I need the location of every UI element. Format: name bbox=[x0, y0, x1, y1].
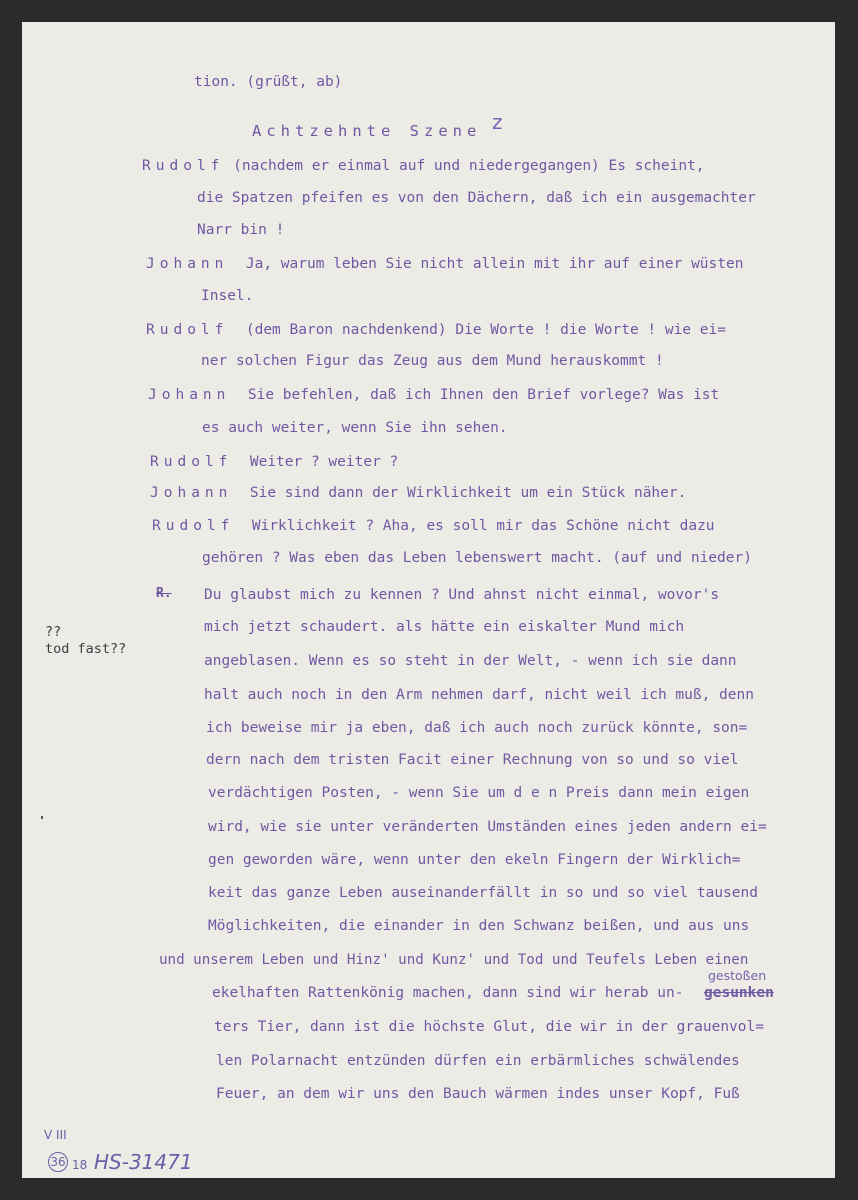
margin-note bbox=[45, 624, 126, 658]
continuation-line: tion. (grüßt, ab) bbox=[194, 74, 343, 90]
speech-line: dern nach dem tristen Facit einer Rechnung von so und so viel bbox=[206, 752, 739, 768]
speech-line: wird, wie sie unter veränderten Umständen eines jeden andern ei= bbox=[208, 819, 767, 835]
scene-title: Achtzehnte Szene bbox=[252, 122, 482, 140]
speech-line: gen geworden wäre, wenn unter den ekeln Fingern der Wirklich= bbox=[208, 852, 741, 868]
archive-signature: HS-31471 bbox=[94, 1150, 193, 1174]
speaker-name: Johann bbox=[148, 387, 231, 403]
speech-line bbox=[150, 453, 398, 471]
speech-text: (dem Baron nachdenkend) Die Worte ! die Worte ! wie ei= bbox=[245, 322, 726, 338]
manuscript-page bbox=[22, 22, 835, 1178]
speaker-name: Rudolf bbox=[150, 454, 233, 470]
inserted-word: gestoßen bbox=[708, 968, 767, 983]
speech-line: es auch weiter, wenn Sie ihn sehen. bbox=[202, 420, 508, 436]
speech-line: Du glaubst mich zu kennen ? Und ahnst nicht einmal, wovor's bbox=[204, 587, 720, 603]
speaker-name: Rudolf bbox=[152, 518, 235, 534]
speech-text: (nachdem er einmal auf und niedergegangen) Es scheint, bbox=[233, 158, 705, 174]
speech-line: ekelhaften Rattenkönig machen, dann sind wir herab un- bbox=[212, 985, 684, 1001]
speech-line bbox=[152, 517, 715, 535]
speaker-name: Rudolf bbox=[142, 158, 225, 174]
speaker-name: Johann bbox=[150, 485, 233, 501]
speech-line bbox=[148, 386, 719, 404]
speech-line: halt auch noch in den Arm nehmen darf, nicht weil ich muß, denn bbox=[204, 687, 754, 703]
speech-line: und unserem Leben und Hinz' und Kunz' und Tod und Teufels Leben einen bbox=[159, 952, 749, 968]
margin-note-line: ?? bbox=[45, 624, 62, 640]
speech-line bbox=[150, 484, 686, 502]
speech-line bbox=[142, 157, 705, 175]
speech-line: mich jetzt schaudert. als hätte ein eiskalter Mund mich bbox=[204, 619, 685, 635]
margin-note-line: tod fast?? bbox=[45, 641, 127, 657]
speech-line: gehören ? Was eben das Leben lebenswert macht. (auf und nieder) bbox=[202, 550, 752, 566]
speech-line: Narr bin ! bbox=[197, 222, 285, 238]
scene-title-correction: z bbox=[492, 110, 503, 134]
struck-speaker-mark: R. bbox=[156, 586, 172, 601]
speech-text: Ja, warum leben Sie nicht allein mit ihr auf einer wüsten bbox=[245, 256, 744, 272]
speech-line: die Spatzen pfeifen es von den Dächern, daß ich ein ausgemachter bbox=[197, 190, 756, 206]
archive-mark: 18 bbox=[72, 1158, 88, 1172]
paper-speck bbox=[41, 816, 43, 819]
speech-line: keit das ganze Leben auseinanderfällt in so und so viel tausend bbox=[208, 885, 758, 901]
speech-line: Feuer, an dem wir uns den Bauch wärmen indes unser Kopf, Fuß bbox=[216, 1086, 740, 1102]
speech-line bbox=[146, 255, 743, 273]
speech-text: Wirklichkeit ? Aha, es soll mir das Schöne nicht dazu bbox=[251, 518, 715, 534]
speech-line: ner solchen Figur das Zeug aus dem Mund herauskommt ! bbox=[201, 353, 664, 369]
archive-number-circled: 36 bbox=[48, 1152, 68, 1172]
speech-line: Insel. bbox=[201, 288, 254, 304]
speech-text: Weiter ? weiter ? bbox=[249, 454, 399, 470]
speech-line: ich beweise mir ja eben, daß ich auch noch zurück könnte, son= bbox=[206, 720, 748, 736]
speech-line: angeblasen. Wenn es so steht in der Welt, - wenn ich sie dann bbox=[204, 653, 737, 669]
speech-line: len Polarnacht entzünden dürfen ein erbärmliches schwälendes bbox=[216, 1053, 740, 1069]
speech-text: Sie befehlen, daß ich Ihnen den Brief vorlege? Was ist bbox=[247, 387, 720, 403]
speech-text: Sie sind dann der Wirklichkeit um ein Stück näher. bbox=[249, 485, 687, 501]
speech-line: verdächtigen Posten, - wenn Sie um d e n Preis dann mein eigen bbox=[208, 785, 750, 801]
speaker-name: Rudolf bbox=[146, 322, 229, 338]
speaker-name: Johann bbox=[146, 256, 229, 272]
struck-word: gesunken bbox=[704, 985, 774, 1001]
archive-mark: V III bbox=[44, 1128, 67, 1142]
speech-line: Möglichkeiten, die einander in den Schwanz beißen, und aus uns bbox=[208, 918, 750, 934]
speech-line: ters Tier, dann ist die höchste Glut, die wir in der grauenvol= bbox=[214, 1019, 764, 1035]
speech-line bbox=[146, 321, 726, 339]
